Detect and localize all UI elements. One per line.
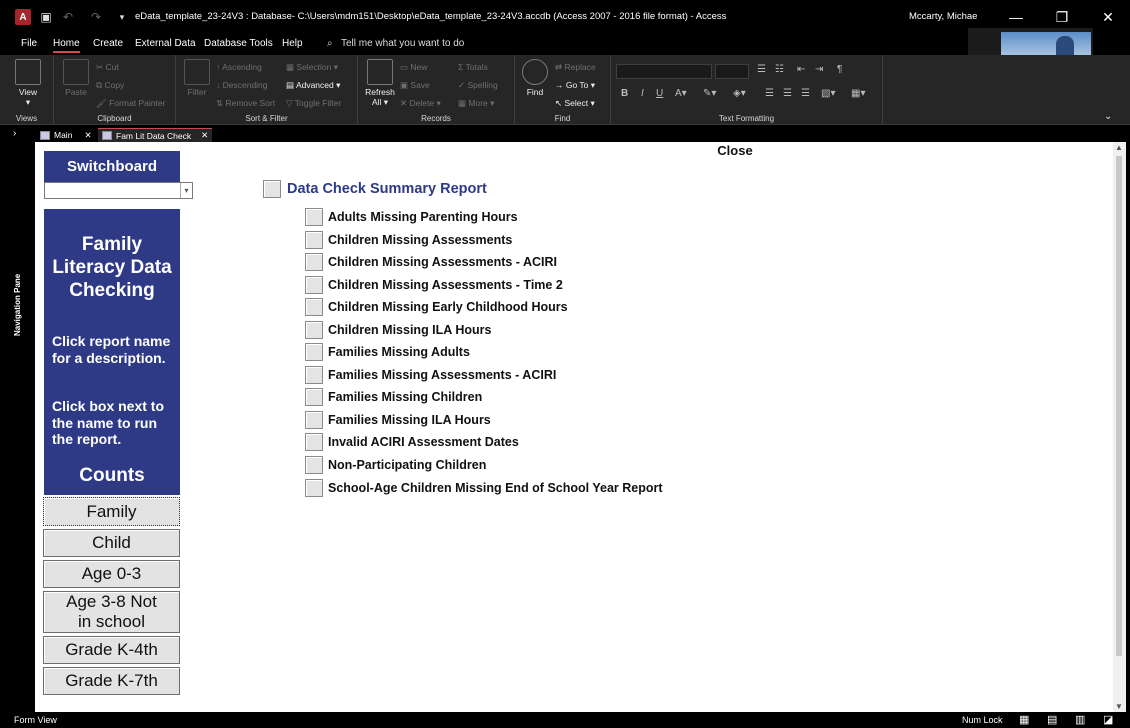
toggle-filter-label: Toggle Filter — [294, 98, 342, 108]
close-button[interactable]: Close — [717, 143, 753, 158]
report-label[interactable]: Families Missing Adults — [328, 345, 470, 359]
summary-report-title[interactable]: Data Check Summary Report — [287, 181, 487, 197]
advanced-label: Advanced — [295, 80, 334, 90]
report-item — [305, 297, 568, 317]
goto-label: Go To — [565, 80, 589, 90]
more-icon: ▦ — [458, 98, 467, 108]
family-count-button[interactable]: Family — [43, 497, 180, 526]
align-center-icon[interactable]: ☰ — [783, 88, 792, 99]
info-description-1: Click report name for a description. — [52, 333, 171, 366]
scroll-up-icon[interactable]: ▲ — [1115, 143, 1123, 152]
paste-button[interactable] — [62, 59, 90, 97]
save-icon[interactable]: ▣ — [40, 10, 52, 24]
close-window-button[interactable]: ✕ — [1102, 8, 1114, 25]
highlight-icon[interactable]: ✎▾ — [703, 88, 717, 99]
ribbon-tabs — [0, 34, 1130, 55]
expand-nav-icon[interactable]: › — [13, 128, 17, 139]
align-left-icon[interactable]: ☰ — [765, 88, 774, 99]
advanced-filter-icon: ▤ — [286, 80, 295, 90]
spelling-icon: ✓ — [458, 80, 466, 90]
goto-button[interactable]: → Go To ▾ — [555, 80, 596, 90]
form-fam-lit-data-check — [35, 142, 1113, 712]
restore-button[interactable]: ❐ — [1055, 8, 1069, 25]
increase-indent-icon[interactable]: ⇥ — [815, 64, 824, 75]
records-group-label: Records — [421, 114, 451, 123]
search-icon: ⌕ — [327, 38, 333, 49]
info-panel — [44, 209, 180, 495]
tab-fam-lit-data-check[interactable] — [98, 128, 212, 142]
report-checkbox[interactable] — [305, 479, 323, 497]
report-checkbox[interactable] — [305, 433, 323, 451]
refresh-icon — [367, 59, 393, 85]
group-views — [0, 55, 54, 125]
report-checkbox[interactable] — [305, 208, 323, 226]
toggle-filter-button[interactable] — [286, 98, 341, 109]
report-label[interactable]: Children Missing Early Childhood Hours — [328, 300, 568, 314]
sort-descending-icon: ↓ — [216, 80, 221, 90]
text-formatting-group-label: Text Formatting — [718, 114, 775, 123]
report-checkbox[interactable] — [305, 231, 323, 249]
vertical-scrollbar[interactable] — [1113, 142, 1126, 712]
report-item — [305, 320, 491, 340]
save-label: Save — [410, 80, 430, 90]
bold-button[interactable]: B — [621, 88, 629, 99]
bullets-icon[interactable]: ☰ — [757, 64, 766, 75]
remove-sort-icon: ⇅ — [216, 98, 224, 108]
window-title: eData_template_23-24V3 : Database- C:\Users\mdm151\Desktop\eData_template_23-24V3.accdb (Access 2007 - 2016 file format) - Access — [135, 11, 727, 22]
close-tab-icon[interactable]: ✕ — [84, 129, 92, 140]
view-label: View — [18, 87, 38, 97]
customize-quick-access-icon[interactable]: ▾ — [119, 11, 125, 22]
chevron-down-icon: ▾ — [25, 97, 31, 107]
report-item — [305, 275, 563, 295]
switchboard-label[interactable]: Switchboard — [44, 151, 180, 182]
report-label[interactable]: Children Missing Assessments — [328, 233, 513, 247]
replace-label: Replace — [564, 62, 596, 72]
report-checkbox[interactable] — [305, 321, 323, 339]
view-button[interactable] — [14, 59, 42, 108]
tab-fam-lit-label: Fam Lit Data Check — [116, 130, 192, 141]
status-bar — [0, 713, 1130, 728]
report-item — [305, 230, 512, 250]
filter-label: Filter — [187, 87, 207, 97]
form-view-icon[interactable]: ▦ — [1019, 714, 1030, 726]
cut-label: Cut — [105, 62, 119, 72]
report-item — [305, 207, 518, 227]
selection-icon: ▦ — [286, 62, 295, 72]
save-record-button[interactable] — [400, 80, 430, 91]
arrow-right-icon: → — [555, 80, 564, 90]
find-button[interactable] — [521, 59, 549, 97]
redo-icon[interactable]: ↷ — [90, 10, 102, 24]
minimize-button[interactable]: — — [1009, 9, 1023, 25]
select-button[interactable]: ↖ Select ▾ — [555, 98, 595, 108]
tell-me-search[interactable] — [327, 38, 464, 49]
title-bar — [0, 0, 1130, 34]
scrollbar-thumb[interactable] — [1116, 156, 1122, 656]
totals-label: Totals — [465, 62, 488, 72]
report-label[interactable]: Invalid ACIRI Assessment Dates — [328, 435, 519, 449]
report-checkbox[interactable] — [305, 456, 323, 474]
refresh-all-button[interactable]: Refresh All ▾ — [364, 59, 396, 108]
numbering-icon[interactable]: ☷ — [775, 64, 784, 75]
alternate-row-color-icon[interactable]: ▧▾ — [821, 88, 836, 99]
summary-report-checkbox[interactable] — [263, 180, 281, 198]
design-view-icon[interactable]: ◪ — [1103, 714, 1114, 726]
report-item — [305, 342, 470, 362]
group-text-formatting — [611, 55, 883, 125]
tab-main[interactable] — [36, 128, 96, 142]
italic-button[interactable]: I — [641, 88, 644, 99]
gridlines-icon[interactable]: ▦▾ — [851, 88, 866, 99]
copy-label: Copy — [104, 80, 125, 90]
report-item — [305, 410, 491, 430]
report-checkbox[interactable] — [305, 298, 323, 316]
info-title: Family Literacy Data Checking — [52, 234, 172, 301]
report-item — [305, 432, 519, 452]
new-record-button[interactable] — [400, 62, 427, 73]
datasheet-view-icon[interactable]: ▤ — [1047, 714, 1058, 726]
report-item — [305, 252, 557, 272]
menu-create[interactable]: Create — [93, 38, 124, 49]
selection-button[interactable]: ▦ Selection ▾ — [286, 62, 339, 72]
replace-button[interactable] — [555, 62, 596, 73]
remove-sort-label: Remove Sort — [225, 98, 276, 108]
child-count-button[interactable]: Child — [43, 529, 180, 557]
tell-me-text: Tell me what you want to do — [340, 38, 465, 49]
sort-ascending-icon: ↑ — [216, 62, 221, 72]
access-app-icon[interactable]: A — [15, 9, 31, 25]
decrease-indent-icon[interactable]: ⇤ — [797, 64, 806, 75]
report-label[interactable]: Families Missing Assessments - ACIRI — [328, 368, 557, 382]
format-painter-label: Format Painter — [109, 98, 166, 108]
grade-k-7th-count-button[interactable]: Grade K-7th — [43, 667, 180, 695]
group-clipboard — [54, 55, 176, 125]
sigma-icon: Σ — [458, 62, 464, 72]
copy-button[interactable] — [96, 80, 124, 91]
spelling-button[interactable] — [458, 80, 498, 91]
report-checkbox[interactable] — [305, 366, 323, 384]
group-find — [515, 55, 611, 125]
report-label[interactable]: Children Missing Assessments - ACIRI — [328, 255, 557, 269]
group-records — [358, 55, 515, 125]
totals-button[interactable] — [458, 62, 488, 72]
more-button[interactable]: ▦ More ▾ — [458, 98, 495, 108]
undo-icon[interactable]: ↶ — [62, 10, 74, 24]
font-name-select[interactable] — [616, 64, 712, 79]
descending-button[interactable] — [216, 80, 268, 90]
sort-filter-group-label: Sort & Filter — [245, 114, 288, 123]
descending-label: Descending — [222, 80, 268, 90]
report-label[interactable]: School-Age Children Missing End of School Year Report — [328, 481, 663, 495]
form-icon — [102, 131, 112, 140]
report-label[interactable]: Children Missing ILA Hours — [328, 323, 492, 337]
scissors-icon: ✂ — [96, 62, 104, 72]
report-item — [305, 478, 663, 498]
funnel-icon — [184, 59, 210, 85]
form-icon — [40, 131, 50, 140]
report-label[interactable]: Children Missing Assessments - Time 2 — [328, 278, 563, 292]
more-label: More — [468, 98, 488, 108]
refresh-all-label: All — [371, 97, 382, 107]
signed-in-user[interactable]: Mccarty, Michae — [909, 11, 978, 22]
brush-icon: 🖌 — [96, 98, 107, 108]
new-icon: ▭ — [400, 62, 409, 72]
select-label: Select — [564, 98, 589, 108]
copy-icon: ⧉ — [96, 80, 103, 90]
counts-label: Counts — [79, 465, 145, 486]
collapse-ribbon-icon[interactable]: ⌄ — [1104, 111, 1113, 122]
tab-main-label: Main — [54, 130, 73, 140]
close-tab-icon[interactable]: ✕ — [201, 130, 209, 140]
filter-button[interactable] — [182, 59, 212, 97]
spelling-label: Spelling — [467, 80, 498, 90]
report-checkbox[interactable] — [305, 343, 323, 361]
report-item — [305, 387, 482, 407]
scroll-down-icon[interactable]: ▼ — [1115, 702, 1123, 711]
menu-help[interactable]: Help — [282, 38, 303, 49]
cut-button[interactable] — [96, 62, 119, 73]
navigation-pane[interactable] — [0, 126, 34, 713]
replace-icon: ⇄ — [555, 62, 563, 72]
report-checkbox[interactable] — [305, 253, 323, 271]
view-status: Form View — [14, 715, 57, 725]
paragraph-direction-icon[interactable]: ¶ — [837, 64, 843, 75]
align-right-icon[interactable]: ☰ — [801, 88, 810, 99]
summary-report-row — [263, 180, 487, 198]
font-size-select[interactable] — [715, 64, 749, 79]
ribbon — [0, 55, 1130, 125]
paste-icon — [63, 59, 89, 85]
chevron-down-icon[interactable]: ▾ — [180, 183, 192, 198]
underline-button[interactable]: U — [656, 88, 664, 99]
layout-view-icon[interactable]: ▥ — [1075, 714, 1086, 726]
new-label: New — [410, 62, 428, 72]
group-sort-filter — [176, 55, 358, 125]
navigation-pane-label: Navigation Pane — [13, 273, 22, 336]
advanced-button[interactable]: ▤ Advanced ▾ — [286, 80, 341, 90]
view-icon — [15, 59, 41, 85]
toggle-filter-icon: ▽ — [286, 98, 293, 108]
switchboard-combo[interactable] — [44, 182, 193, 199]
delete-record-button[interactable]: ✕ Delete ▾ — [400, 98, 441, 108]
paste-label: Paste — [65, 87, 87, 97]
report-checkbox[interactable] — [305, 388, 323, 406]
report-checkbox[interactable] — [305, 411, 323, 429]
menu-file[interactable]: File — [21, 38, 38, 49]
font-color-icon[interactable]: A▾ — [675, 88, 687, 99]
views-group-label: Views — [15, 114, 38, 123]
refresh-label: Refresh — [365, 87, 395, 97]
report-label[interactable]: Non-Participating Children — [328, 458, 487, 472]
menu-home[interactable]: Home — [53, 38, 80, 53]
report-item — [305, 365, 556, 385]
magnifier-icon — [522, 59, 548, 85]
ascending-label: Ascending — [222, 62, 262, 72]
format-painter-button[interactable] — [96, 98, 165, 109]
delete-label: Delete — [409, 98, 435, 108]
info-description-2: Click box next to the name to run the report. — [52, 398, 165, 447]
menu-external-data[interactable]: External Data — [135, 38, 196, 49]
selection-label: Selection — [296, 62, 332, 72]
report-label[interactable]: Adults Missing Parenting Hours — [328, 210, 518, 224]
cursor-icon: ↖ — [555, 98, 563, 108]
ascending-button[interactable] — [216, 62, 262, 72]
report-label[interactable]: Families Missing ILA Hours — [328, 413, 491, 427]
menu-database-tools[interactable]: Database Tools — [204, 38, 273, 49]
find-group-label: Find — [554, 114, 571, 123]
clipboard-group-label: Clipboard — [97, 114, 132, 123]
report-label[interactable]: Families Missing Children — [328, 390, 483, 404]
age-0-3-count-button[interactable]: Age 0-3 — [43, 560, 180, 588]
delete-icon: ✕ — [400, 98, 408, 108]
num-lock-indicator: Num Lock — [962, 715, 1003, 725]
find-label: Find — [526, 87, 544, 97]
age-3-8-count-button[interactable]: Age 3-8 Not in school — [43, 591, 180, 633]
report-item — [305, 455, 486, 475]
remove-sort-button[interactable] — [216, 98, 275, 109]
save-record-icon: ▣ — [400, 80, 409, 90]
grade-k-4th-count-button[interactable]: Grade K-4th — [43, 636, 180, 664]
report-checkbox[interactable] — [305, 276, 323, 294]
fill-color-icon[interactable]: ◈▾ — [733, 88, 746, 99]
